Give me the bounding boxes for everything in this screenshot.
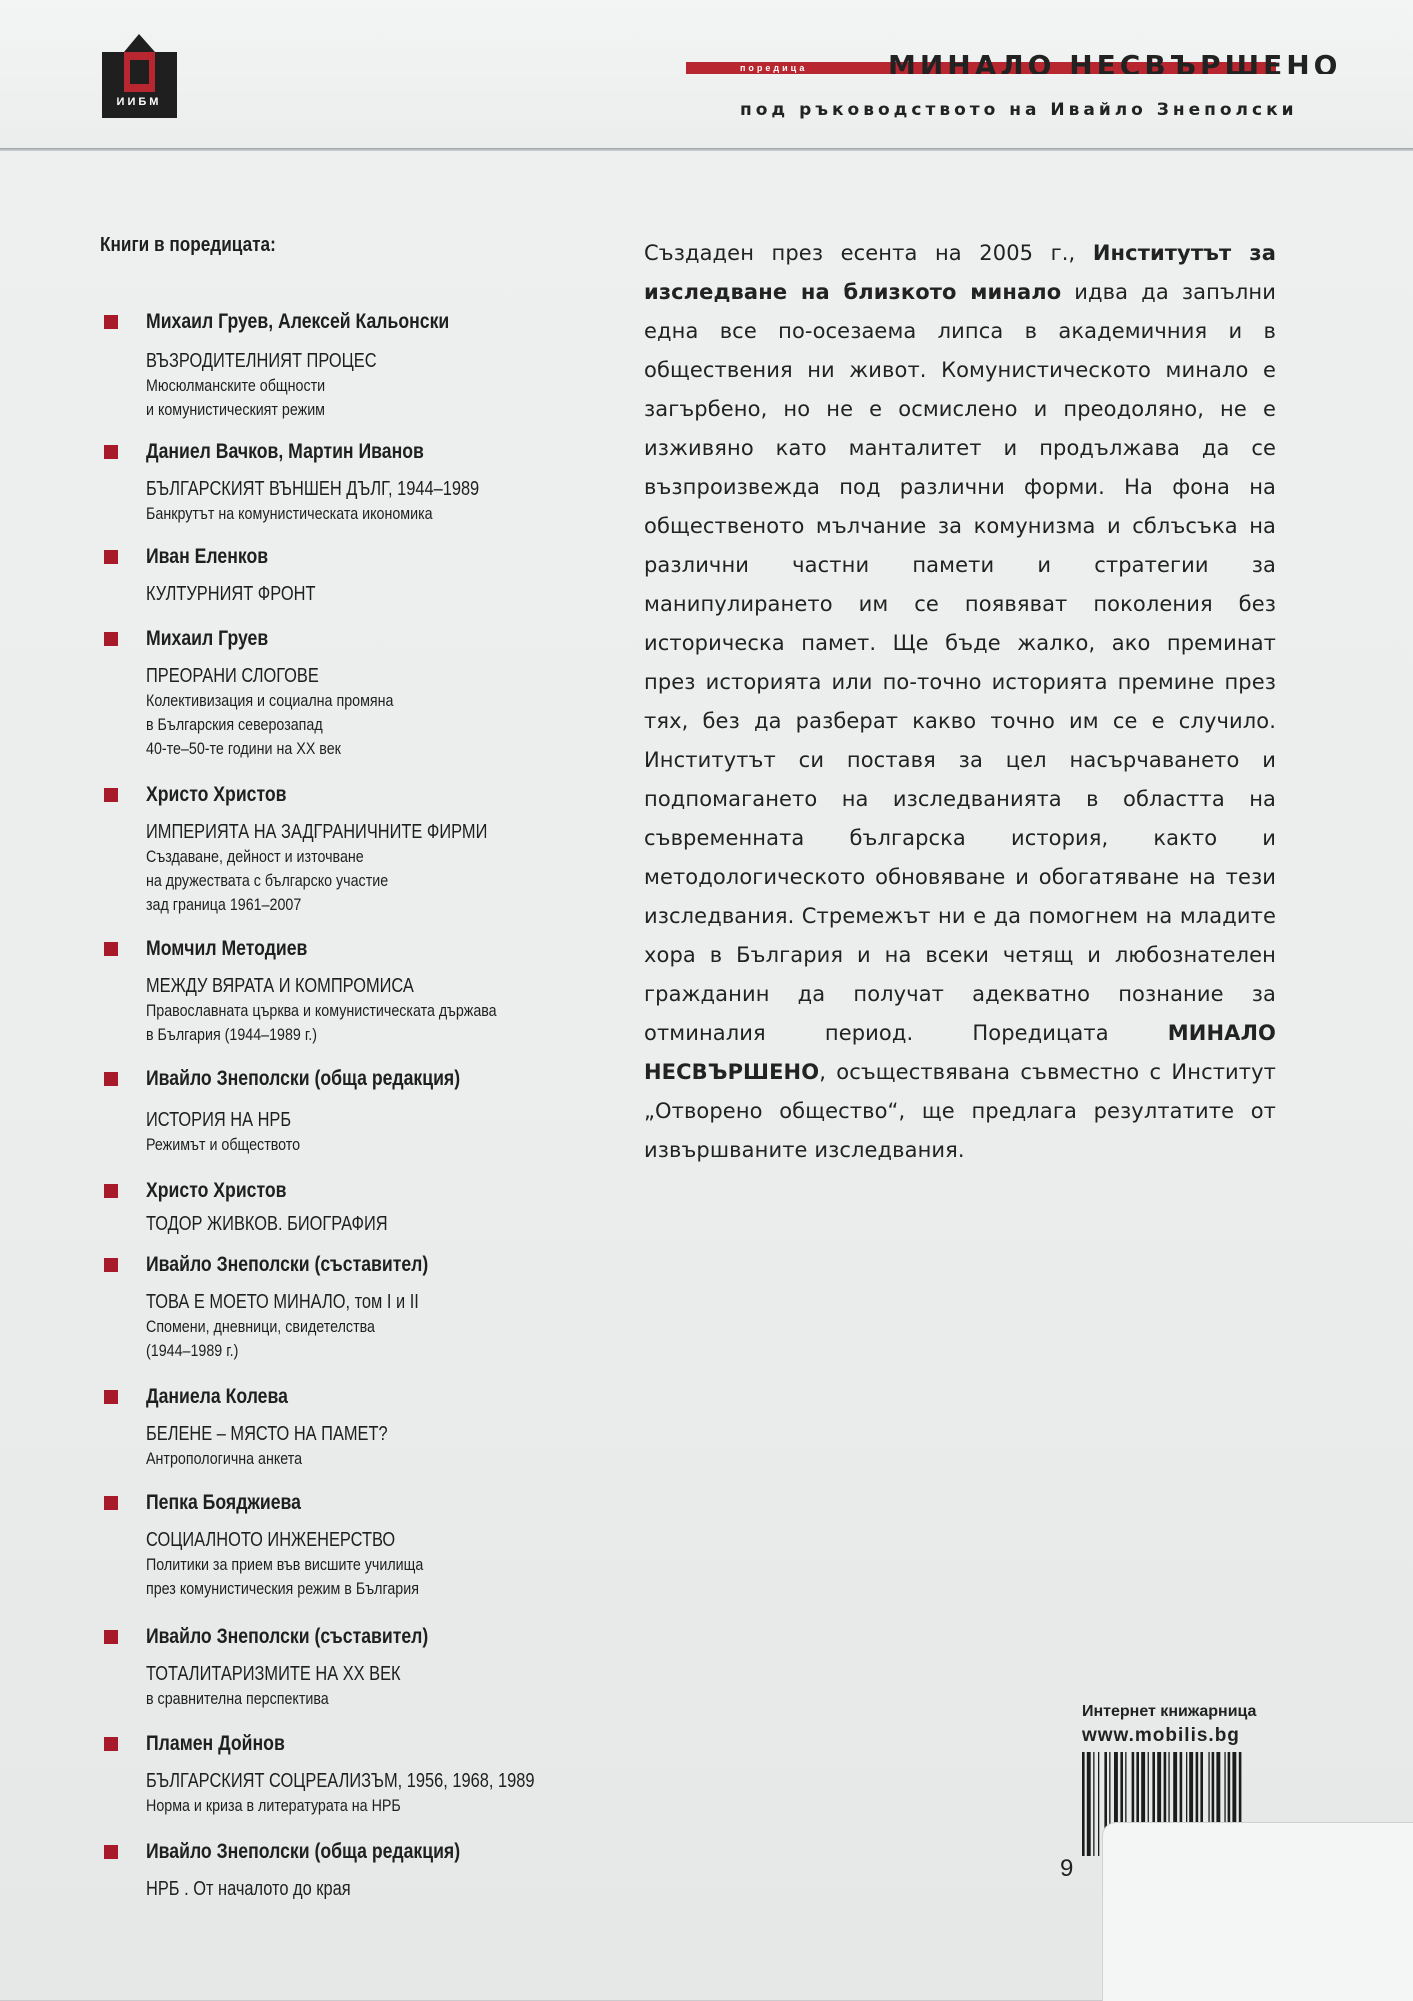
bullet-square	[104, 1258, 118, 1272]
barcode-bar	[1082, 1752, 1085, 1856]
book-subtitle-line: Спомени, дневници, свидетелства	[146, 1317, 375, 1336]
barcode-bar	[1098, 1752, 1099, 1856]
shop-url: www.mobilis.bg	[1082, 1725, 1240, 1746]
book-subtitle-line: през комунистическия режим в България	[146, 1579, 419, 1598]
bullet-square	[104, 1390, 118, 1404]
book-author: Христо Христов	[146, 783, 287, 806]
bullet-square	[104, 1630, 118, 1644]
book-title: ВЪЗРОДИТЕЛНИЯТ ПРОЦЕС	[146, 350, 377, 372]
book-subtitle-line: Норма и криза в литературата на НРБ	[146, 1796, 401, 1815]
bullet-square	[104, 1184, 118, 1198]
book-title: ТОТАЛИТАРИЗМИТЕ НА XX ВЕК	[146, 1663, 401, 1685]
book-subtitle-line: зад граница 1961–2007	[146, 895, 302, 914]
book-author: Михаил Груев	[146, 627, 269, 650]
book-author: Ивайло Знеполски (съставител)	[146, 1625, 429, 1648]
book-title: НРБ . От началото до края	[146, 1878, 351, 1900]
book-title: МЕЖДУ ВЯРАТА И КОМПРОМИСА	[146, 975, 414, 997]
price-sticker	[1102, 1822, 1413, 2001]
series-title: МИНАЛО НЕСВЪРШЕНО	[888, 52, 1342, 74]
book-title: ИМПЕРИЯТА НА ЗАДГРАНИЧНИТЕ ФИРМИ	[146, 821, 488, 843]
series-editor	[740, 100, 1298, 120]
bullet-square	[104, 1072, 118, 1086]
book-title: ПРЕОРАНИ СЛОГОВЕ	[146, 665, 319, 687]
book-subtitle-line: в сравнителна перспектива	[146, 1689, 329, 1708]
intro-part-1: Създаден през есента на 2005 г.,	[644, 241, 1093, 265]
book-subtitle-line: в България (1944–1989 г.)	[146, 1025, 318, 1044]
book-subtitle-line: Политики за прием във висшите училища	[146, 1555, 424, 1574]
editor-name: Ивайло Знеполски	[1050, 100, 1298, 120]
book-subtitle-line: 40-те–50-те години на XX век	[146, 739, 341, 758]
book-title: БЪЛГАРСКИЯТ СОЦРЕАЛИЗЪМ, 1956, 1968, 1989	[146, 1770, 535, 1792]
bullet-square	[104, 632, 118, 646]
book-author: Христо Христов	[146, 1179, 287, 1202]
book-subtitle-line: Колективизация и социална промяна	[146, 691, 394, 710]
book-title: ТОВА Е МОЕТО МИНАЛО, том I и II	[146, 1291, 419, 1313]
bullet-square	[104, 788, 118, 802]
book-author: Михаил Груев, Алексей Кальонски	[146, 310, 450, 333]
book-title: БЕЛЕНЕ – МЯСТО НА ПАМЕТ?	[146, 1423, 388, 1445]
series-label: поредица	[740, 63, 808, 73]
book-author: Пепка Бояджиева	[146, 1491, 301, 1514]
book-author: Ивайло Знеполски (съставител)	[146, 1253, 429, 1276]
book-subtitle-line: Режимът и обществото	[146, 1135, 301, 1154]
books-heading: Книги в поредицата:	[100, 234, 276, 256]
book-subtitle-line: Създаване, дейност и източване	[146, 847, 364, 866]
book-subtitle-line: и комунистическият режим	[146, 400, 325, 419]
book-title: ИСТОРИЯ НА НРБ	[146, 1109, 292, 1131]
bullet-square	[104, 315, 118, 329]
book-author: Ивайло Знеполски (обща редакция)	[146, 1840, 461, 1863]
book-author: Иван Еленков	[146, 545, 269, 568]
book-title: СОЦИАЛНОТО ИНЖЕНЕРСТВО	[146, 1529, 396, 1551]
intro-institute-name: Институтът за изследване на близкото минало	[644, 241, 1276, 304]
book-subtitle-line: (1944–1989 г.)	[146, 1341, 239, 1360]
bullet-square	[104, 550, 118, 564]
editor-prefix: под ръководството на	[740, 100, 1041, 120]
book-subtitle-line: Православната църква и комунистическата държава	[146, 1001, 497, 1020]
bullet-square	[104, 1845, 118, 1859]
book-subtitle-line: в Българския северозапад	[146, 715, 323, 734]
barcode-bar	[1093, 1752, 1094, 1856]
book-subtitle-line: на дружествата с българско участие	[146, 871, 389, 890]
book-author: Даниел Вачков, Мартин Иванов	[146, 440, 424, 463]
barcode-digit: 9	[1060, 1855, 1074, 1882]
fold-line	[0, 148, 1413, 151]
header-strip	[0, 0, 1413, 148]
book-author: Пламен Дойнов	[146, 1732, 285, 1755]
book-subtitle-line: Банкрутът на комунистическата икономика	[146, 504, 433, 523]
bullet-square	[104, 942, 118, 956]
book-title: БЪЛГАРСКИЯТ ВЪНШЕН ДЪЛГ, 1944–1989	[146, 478, 480, 500]
intro-part-2: идва да запълни една все по-осезаема липса в академичния и в обществения ни живот. Комунистическото минало е загърбено, но не е осмислено и преодоляно, не е изживяно като манталитет и продължава да се възпроизвежда под различни форми. На фона на общественото мълчание за комунизма и сблъсъка на различни частни памети и стратегии за манипулирането им се появяват поколения без историческа памет. Ще бъде жалко, ако преминат през историята или по-точно историята премине през тях, без да разберат какво точно им се е случило. Институтът си поставя за цел насърчаването и подпомагането на изследванията в областта на съвременната българска история, както и методологическото обновяване и обогатяване на тези изследвания. Стремежът ни е да помогнем на младите хора в България и на всеки четящ и любознателен гражданин да получат адекватно познание за отминалия период. Поредицата	[644, 280, 1276, 1045]
bullet-square	[104, 1496, 118, 1510]
book-author: Даниела Колева	[146, 1385, 288, 1408]
book-author: Ивайло Знеполски (обща редакция)	[146, 1067, 461, 1090]
bullet-square	[104, 1737, 118, 1751]
book-title: ТОДОР ЖИВКОВ. БИОГРАФИЯ	[146, 1213, 388, 1235]
barcode-bar	[1087, 1752, 1091, 1856]
book-author: Момчил Методиев	[146, 937, 308, 960]
intro-part-3: , осъществявана съвместно с Институт „Отворено общество“, ще предлага резултатите от извършваните изследвания.	[644, 1060, 1276, 1162]
logo-text: ИИБМ	[116, 96, 162, 108]
book-subtitle-line: Мюсюлманските общности	[146, 376, 326, 395]
intro-text	[644, 234, 1276, 1170]
book-title: КУЛТУРНИЯТ ФРОНТ	[146, 583, 316, 605]
shop-label: Интернет книжарница	[1082, 1703, 1257, 1720]
intro-series-name: МИНАЛО НЕСВЪРШЕНО	[644, 1021, 1276, 1084]
bullet-square	[104, 445, 118, 459]
book-subtitle-line: Антропологична анкета	[146, 1449, 303, 1468]
